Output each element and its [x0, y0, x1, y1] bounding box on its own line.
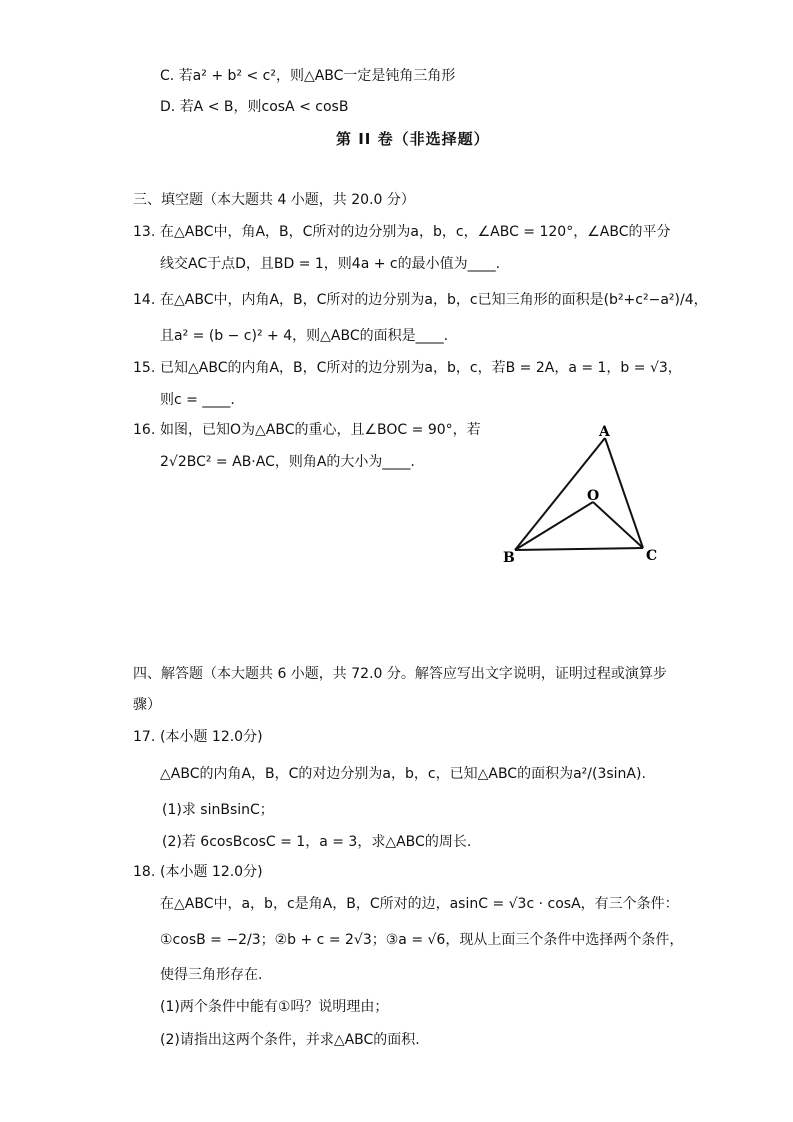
- q17-part1: (1)求 sinBsinC；: [162, 802, 274, 818]
- option-d: [160, 97, 348, 117]
- section-4-heading-line1: 四、解答题（本大题共 6 小题，共 72.0 分。解答应写出文字说明，证明过程或演算步: [133, 666, 667, 682]
- section-4-heading-line2: 骤）: [133, 697, 161, 713]
- q16-line2: 2√2BC² = AB·AC，则角A的大小为____.: [160, 454, 415, 470]
- q17-number: 17.: [133, 729, 156, 745]
- segment-ob: [515, 502, 593, 550]
- q15-number: 15.: [133, 360, 156, 376]
- q18-score: (本小题 12.0分): [160, 864, 263, 880]
- q15-line2: 则c = ____.: [160, 392, 235, 408]
- q15-line1: 已知△ABC的内角A，B，C所对的边分别为a，b，c，若B = 2A，a = 1，b = √3，: [160, 360, 682, 376]
- q14-number: 14.: [133, 292, 156, 308]
- vertex-label-b: B: [503, 550, 515, 566]
- q18-part2: (2)请指出这两个条件，并求△ABC的面积.: [160, 1032, 420, 1048]
- option-d-label: D.: [160, 99, 176, 115]
- volume-title: 第 II 卷（非选择题）: [336, 130, 490, 148]
- triangle-figure: [495, 420, 665, 570]
- q13-line1: 在△ABC中，角A，B，C所对的边分别为a，b，c，∠ABC = 120°，∠ABC的平分: [160, 224, 671, 240]
- section-3-heading: 三、填空题（本大题共 4 小题，共 20.0 分）: [133, 192, 415, 208]
- q17-stem: △ABC的内角A，B，C的对边分别为a，b，c，已知△ABC的面积为a²/(3sinA).: [160, 766, 646, 782]
- q18-number: 18.: [133, 864, 156, 880]
- point-label-o: O: [587, 488, 600, 504]
- option-d-text: 若A < B，则cosA < cosB: [179, 99, 349, 115]
- edge-bc: [515, 548, 643, 550]
- q18-stem-line1: 在△ABC中，a，b，c是角A，B，C所对的边，asinC = √3c · cosA，有三个条件：: [160, 896, 679, 912]
- q16-number: 16.: [133, 422, 156, 438]
- q18-stem-line3: 使得三角形存在.: [160, 967, 263, 983]
- q14-line1: 在△ABC中，内角A，B，C所对的边分别为a，b，c已知三角形的面积是(b²+c²−a²)/4，: [160, 292, 708, 308]
- q17-part2: (2)若 6cosBcosC = 1，a = 3，求△ABC的周长.: [162, 834, 472, 850]
- q18-stem-line2: ①cosB = −2/3；②b + c = 2√3；③a = √6，现从上面三个条件中选择两个条件，: [160, 932, 684, 948]
- vertex-label-c: C: [646, 548, 658, 564]
- option-c: [160, 66, 455, 86]
- q18-part1: (1)两个条件中能有①吗？说明理由；: [160, 999, 389, 1015]
- q16-line1: 如图，已知O为△ABC的重心，且∠BOC = 90°，若: [160, 422, 481, 438]
- option-c-text: 若a² + b² < c²，则△ABC一定是钝角三角形: [178, 68, 456, 84]
- q14-line2: 且a² = (b − c)² + 4，则△ABC的面积是____.: [160, 328, 449, 344]
- option-c-label: C.: [160, 68, 175, 84]
- q13-line2: 线交AC于点D，且BD = 1，则4a + c的最小值为____.: [160, 256, 501, 272]
- q13-number: 13.: [133, 224, 156, 240]
- vertex-label-a: A: [599, 424, 610, 440]
- q17-score: (本小题 12.0分): [160, 729, 263, 745]
